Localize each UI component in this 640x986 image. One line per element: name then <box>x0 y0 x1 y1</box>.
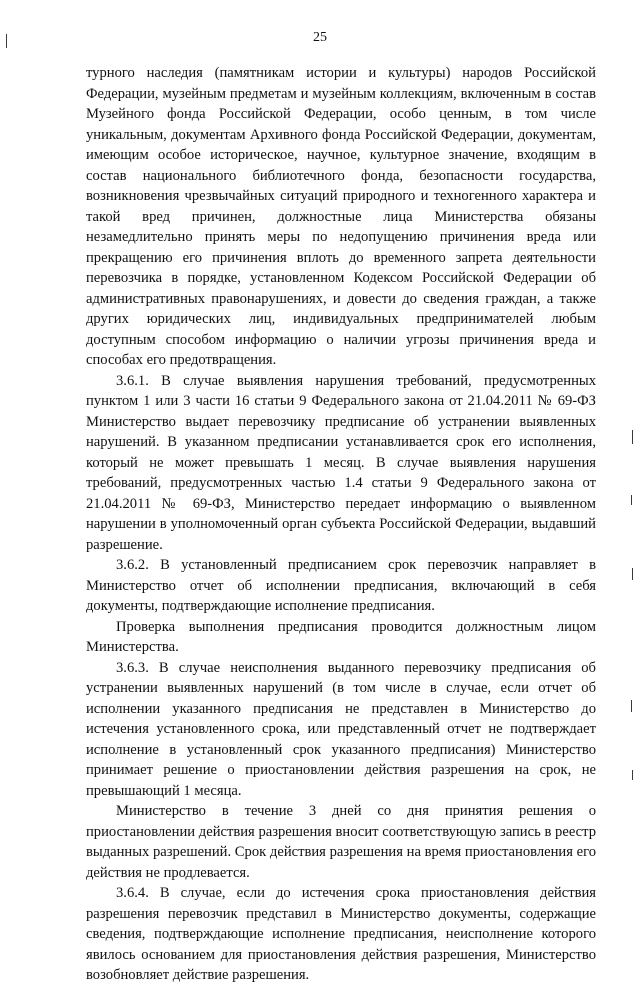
scan-edge-mark <box>632 568 633 580</box>
page-number: 25 <box>313 30 327 45</box>
paragraph-3-6-4: 3.6.4. В случае, если до истечения срока приостановления действия разрешения перевозчик представил в Министерство документы, содержащие сведения, подтверждающие исполнение предписания, неисполнение которого явилось основанием для приостановления действия разрешения, Министерство возобновляет действие разрешения. <box>86 885 596 983</box>
scan-edge-mark <box>632 430 633 444</box>
scan-edge-mark <box>6 34 7 48</box>
paragraph-3-6-2: 3.6.2. В установленный предписанием срок перевозчик направляет в Министерство отчет об исполнении предписания, включающий в себя документы, подтверждающие исполнение предписания. <box>86 557 596 614</box>
paragraph-verification: Проверка выполнения предписания проводится должностным лицом Министерства. <box>86 618 596 655</box>
paragraph-registry-entry: Министерство в течение 3 дней со дня принятия решения о приостановлении действия разрешения вносит соответствующую запись в реестр выданных разрешений. Срок действия разрешения на время приостановления его действия не продлевается. <box>86 803 596 881</box>
paragraph-continuation: турного наследия (памятникам истории и культуры) народов Российской Федерации, музейным предметам и музейным коллекциям, включенным в состав Музейного фонда Российской Федерации, особо ценным, в том числе уникальным, документам Архивного фонда Российской Федерации, документам, имеющим особое историческое, научное, культурное значение, входящим в состав национального библиотечного фонда, безопасности государства, возникновения чрезвычайных ситуаций природного и техногенного характера и такой вред причинен, должностные лица Министерства обязаны незамедлительно принять меры по недопущению причинения вреда или прекращению его причинения вплоть до временного запрета деятельности перевозчика в порядке, установленном Кодексом Российской Федерации об административных правонарушениях, и довести до сведения граждан, а также других юридических лиц, индивидуальных предпринимателей любым доступным способом информацию о наличии угрозы причинения вреда и способах его предотвращения. <box>86 65 596 368</box>
scan-edge-mark <box>632 770 633 780</box>
scan-edge-mark <box>631 495 632 505</box>
scan-edge-mark <box>631 700 632 712</box>
document-body <box>86 63 596 986</box>
paragraph-3-6-3: 3.6.3. В случае неисполнения выданного перевозчику предписания об устранении выявленных нарушений (в том числе в случае, если отчет об исполнении указанного предписания не представлен в Министерство до истечения установленного срока, или представленный отчет не подтверждает исполнение в установленный срок указанного предписания) Министерство принимает решение о приостановлении действия разрешения на срок, не превышающий 1 месяца. <box>86 659 596 799</box>
paragraph-3-6-1: 3.6.1. В случае выявления нарушения требований, предусмотренных пунктом 1 или 3 части 16 статьи 9 Федерального закона от 21.04.2011 № 69-ФЗ Министерство выдает перевозчику предписание об устранении выявленных нарушений. В указанном предписании устанавливается срок его исполнения, который не может превышать 1 месяц. В случае выявления нарушения требований, предусмотренных частью 1.4 статьи 9 Федерального закона от 21.04.2011 № 69-ФЗ, Министерство передает информацию о выявленном нарушении в уполномоченный орган субъекта Российской Федерации, выдавший разрешение. <box>86 372 596 553</box>
